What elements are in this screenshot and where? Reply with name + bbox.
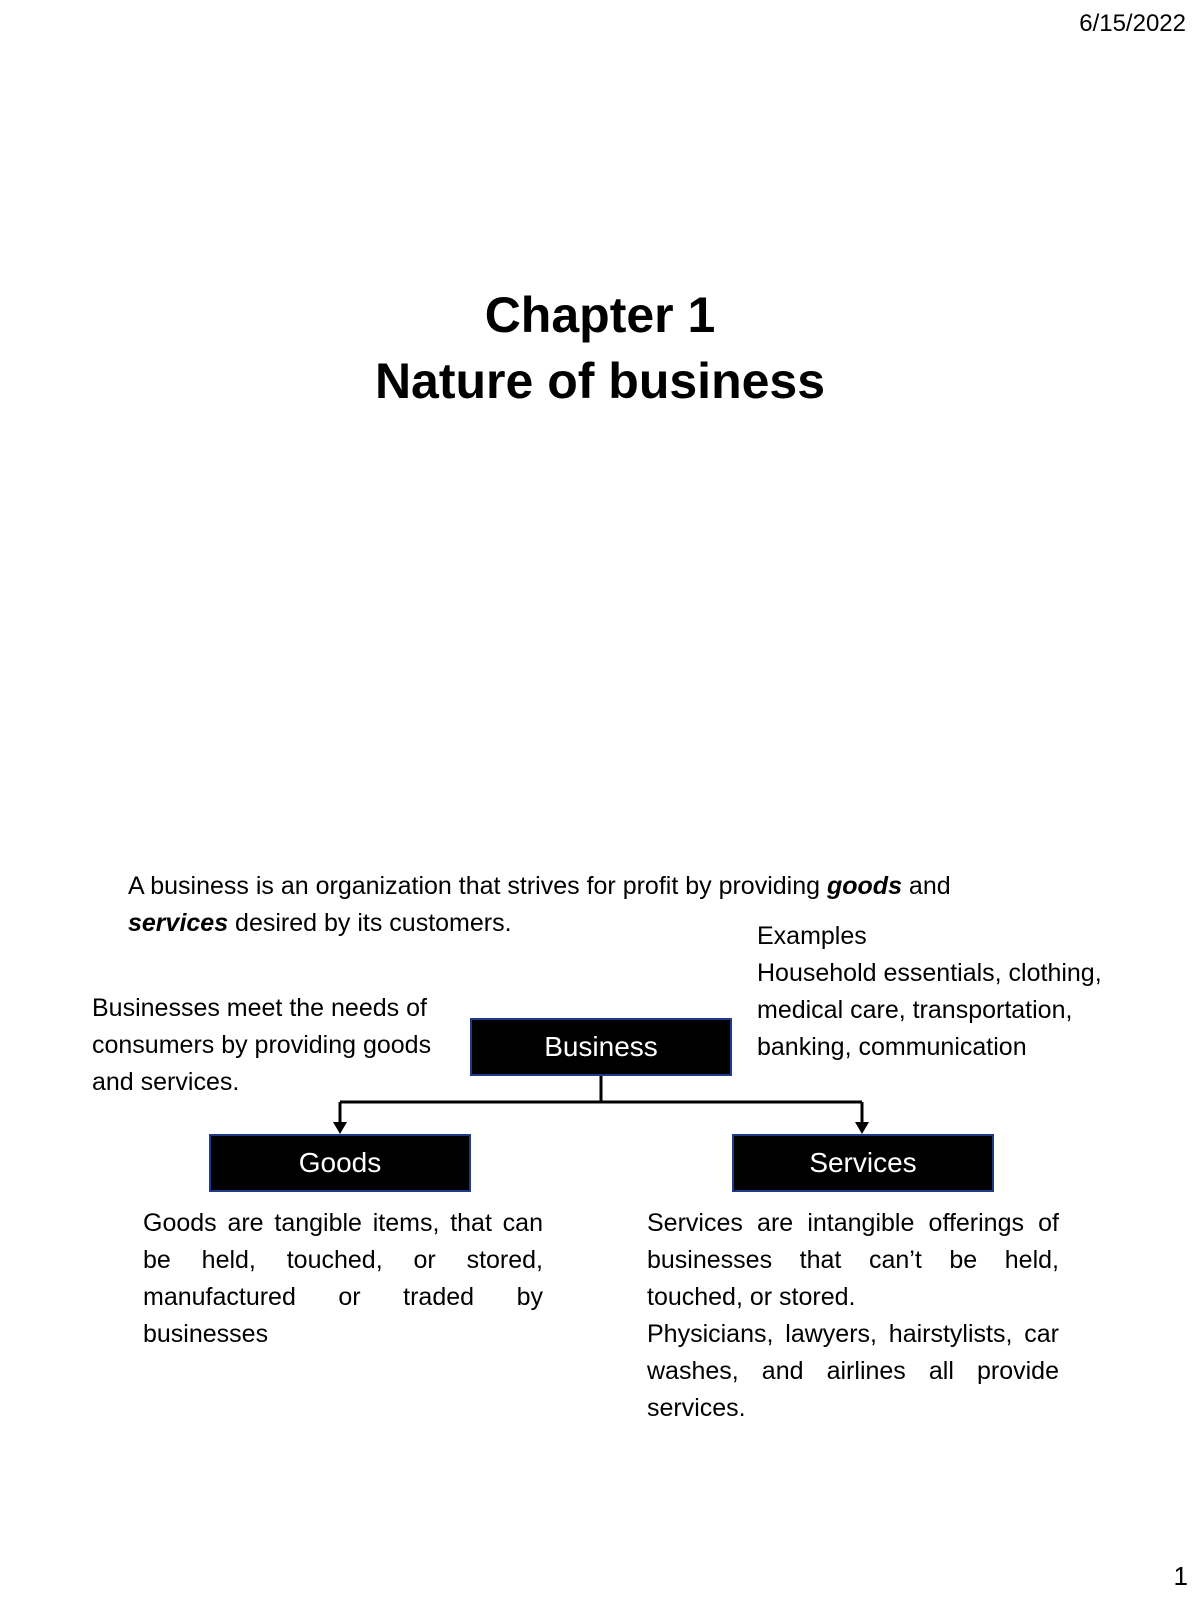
needs-note	[92, 990, 472, 1101]
business-node	[470, 1018, 732, 1076]
services-description-para1: Services are intangible offerings of businesses that can’t be held, touched, or stored.	[647, 1209, 1059, 1311]
services-description	[647, 1205, 1059, 1427]
connector-services-arrow	[855, 1122, 869, 1134]
definition-text-3: desired by its customers.	[228, 909, 512, 937]
title-subject: Nature of business	[374, 353, 826, 409]
goods-node-label: Goods	[298, 1147, 382, 1178]
definition-services: services	[128, 909, 229, 937]
definition-text-2: and	[901, 872, 951, 900]
services-description-para2: Physicians, lawyers, hairstylists, car washes, and airlines all provide services.	[647, 1320, 1059, 1422]
examples-note	[757, 918, 1117, 1066]
examples-heading: Examples	[757, 922, 867, 950]
connector-goods-arrow	[333, 1122, 347, 1134]
examples-body: Household essentials, clothing, medical care, transportation, banking, communication	[757, 959, 1102, 1061]
business-node-label: Business	[544, 1031, 658, 1062]
services-node	[732, 1134, 994, 1192]
definition-goods: goods	[826, 872, 902, 900]
page-title	[0, 282, 1200, 414]
goods-description-text: Goods are tangible items, that can be held, touched, or stored, manufactured or traded by businesses	[143, 1209, 543, 1348]
needs-text: Businesses meet the needs of consumers by providing goods and services.	[92, 994, 432, 1096]
services-node-label: Services	[809, 1147, 917, 1178]
slide-date: 6/15/2022	[1079, 10, 1186, 37]
goods-node	[209, 1134, 471, 1192]
goods-description	[143, 1205, 543, 1353]
title-chapter: Chapter 1	[484, 287, 716, 343]
page-number: 1	[1173, 1561, 1188, 1591]
definition-text-1: A business is an organization that strives for profit by providing	[128, 872, 827, 900]
